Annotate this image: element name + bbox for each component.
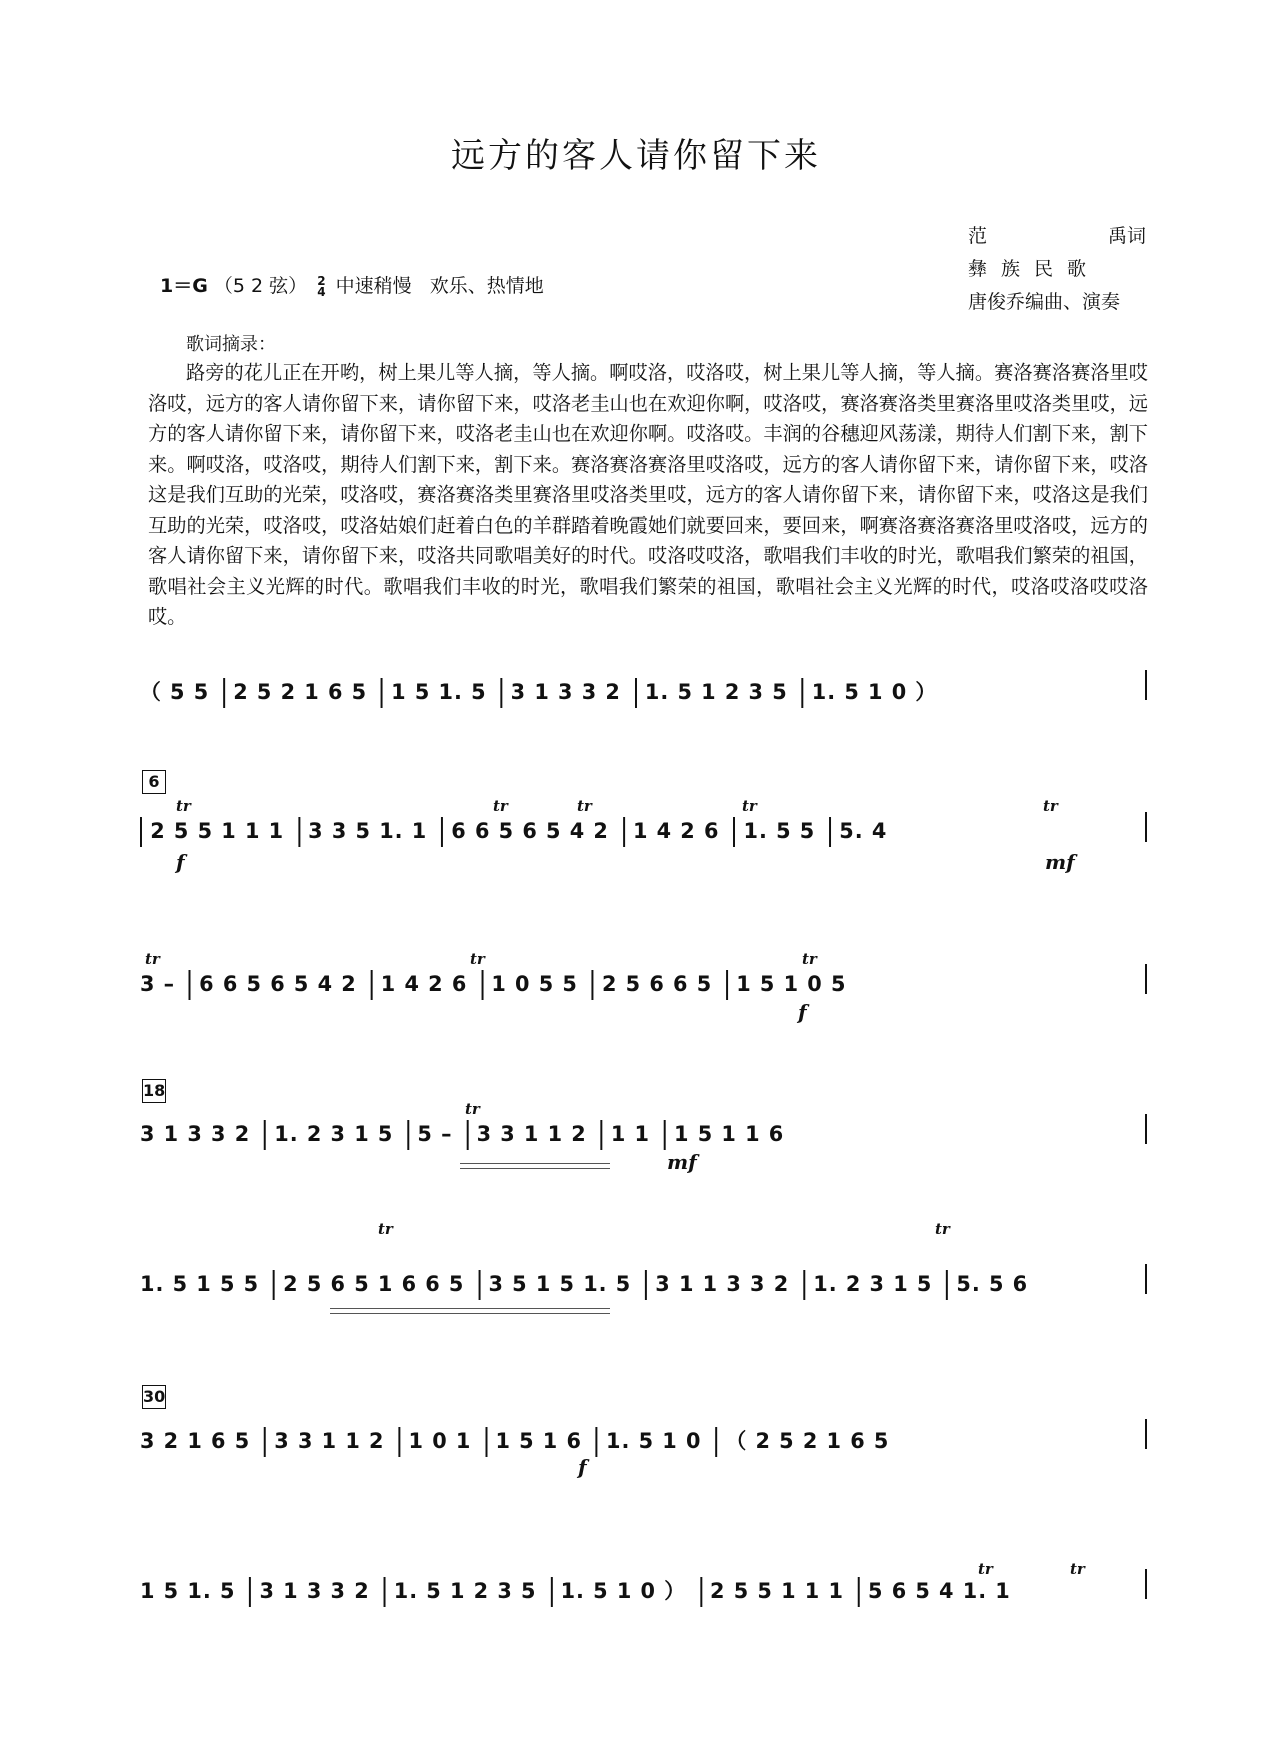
mood-marking: 欢乐、热情地 — [429, 275, 544, 297]
row-end-barline — [1145, 1419, 1147, 1449]
measure: 3 1 3 3 2 — [510, 680, 621, 704]
trill-mark: tr — [935, 1220, 950, 1238]
measure: 3 1 3 3 2 — [140, 1122, 251, 1146]
trill-mark: tr — [465, 1100, 480, 1118]
measure: 1 5 1. 5 — [391, 680, 487, 704]
measure: 5 6 5 4 1. 1 — [868, 1579, 1011, 1603]
measure: 2 5 6 6 5 — [601, 972, 713, 996]
measure: 1 4 2 6 — [632, 819, 720, 843]
rehearsal-mark: 6 — [142, 770, 166, 794]
measure: 1. 5 1 0 — [606, 1429, 702, 1453]
barline — [858, 1577, 860, 1607]
measure: （ 5 5 — [140, 680, 210, 704]
barline — [500, 678, 502, 708]
dynamic-mark: f — [176, 850, 185, 874]
barline — [829, 817, 831, 847]
dynamic-mark: f — [798, 1000, 807, 1024]
measure: 1. 5 1 5 5 — [140, 1272, 260, 1296]
measure: 3 5 1 5 1. 5 — [488, 1272, 632, 1296]
lyricist-suffix: 禹词 — [1107, 225, 1146, 247]
string-tuning: （5 2 弦） — [213, 275, 308, 297]
measure: 1 0 5 5 — [491, 972, 578, 996]
measure: 3 – — [140, 972, 176, 996]
barline — [601, 1120, 603, 1150]
trill-mark: tr — [577, 797, 592, 815]
lyricist-name: 范 — [968, 225, 988, 247]
time-bottom: 4 — [317, 284, 326, 299]
key-label: 1＝G — [160, 275, 208, 297]
measure: 1. 5 1 2 3 5 — [644, 680, 788, 704]
barline — [249, 1577, 251, 1607]
notation-row — [140, 817, 1140, 847]
barline — [189, 970, 191, 1000]
barline — [803, 1270, 805, 1300]
measure: （ 2 5 2 1 6 5 — [725, 1429, 890, 1453]
barline — [700, 1577, 702, 1607]
measure: 6 6 5 6 5 4 2 — [199, 972, 357, 996]
barline — [398, 1427, 400, 1457]
barline — [485, 1427, 487, 1457]
barline — [645, 1270, 647, 1300]
barline — [384, 1577, 386, 1607]
barline — [623, 817, 625, 847]
measure: 1 5 1 6 — [495, 1429, 582, 1453]
barline — [802, 678, 804, 708]
measure: 1. 5 1 0 ） — [560, 1579, 686, 1603]
row-end-barline — [1145, 1569, 1147, 1599]
barline — [478, 1270, 480, 1300]
measure: 1 5 1 0 5 — [736, 972, 847, 996]
barline — [715, 1427, 717, 1457]
barline — [466, 1120, 468, 1150]
row-end-barline — [1145, 670, 1147, 700]
barline — [481, 970, 483, 1000]
repeat-barline — [140, 817, 142, 847]
measure: 1. 5 1 0 ） — [811, 680, 938, 704]
barline — [273, 1270, 275, 1300]
measure: 3 3 1 1 2 — [274, 1429, 385, 1453]
key-signature-line — [160, 271, 544, 298]
measure: 1. 2 3 1 5 — [274, 1122, 394, 1146]
trill-mark: tr — [470, 950, 485, 968]
barline — [550, 1577, 552, 1607]
notation-row — [140, 1575, 1140, 1607]
barline — [264, 1120, 266, 1150]
barline — [264, 1427, 266, 1457]
origin-credit: 彝族民歌 — [968, 258, 1101, 280]
measure: 1 5 1. 5 — [140, 1579, 236, 1603]
notation-row — [140, 970, 1140, 1000]
measure: 1 4 2 6 — [380, 972, 468, 996]
lyrics-heading: 歌词摘录： — [186, 334, 276, 355]
barline — [381, 678, 383, 708]
notation-row — [140, 1270, 1140, 1300]
measure: 5 – — [417, 1122, 453, 1146]
row-end-barline — [1145, 1264, 1147, 1294]
page-title: 远方的客人请你留下来 — [451, 136, 821, 176]
credits — [968, 220, 1146, 319]
tempo-marking: 中速稍慢 — [335, 275, 412, 297]
measure: 1 5 1 1 6 — [674, 1122, 785, 1146]
barline — [596, 1427, 598, 1457]
measure: 2 5 5 1 1 1 — [150, 819, 285, 843]
dynamic-mark: mf — [667, 1150, 697, 1174]
measure: 3 1 1 3 3 2 — [655, 1272, 790, 1296]
barline — [592, 970, 594, 1000]
row-end-barline — [1145, 812, 1147, 842]
measure: 1 0 1 — [408, 1429, 472, 1453]
rehearsal-mark: 18 — [142, 1079, 166, 1103]
lyrics-text: 路旁的花儿正在开哟，树上果儿等人摘，等人摘。啊哎洛，哎洛哎，树上果儿等人摘，等人摘。赛洛赛洛赛洛里哎洛哎，远方的客人请你留下来，请你留下来，哎洛老圭山也在欢迎你啊，哎洛哎，赛洛赛洛类里赛洛里哎洛类里哎，远方的客人请你留下来，请你留下来，哎洛老圭山也在欢迎你啊。哎洛哎。丰润的谷穗迎风荡漾，期待人们割下来，割下来。啊哎洛，哎洛哎，期待人们割下来，割下来。赛洛赛洛赛洛里哎洛哎，远方的客人请你留下来，请你留下来，哎洛这是我们互助的光荣，哎洛哎，赛洛赛洛类里赛洛里哎洛类里哎，远方的客人请你留下来，请你留下来，哎洛这是我们互助的光荣，哎洛哎，哎洛姑娘们赶着白色的羊群踏着晚霞她们就要回来，要回来，啊赛洛赛洛赛洛里哎洛哎，远方的客人请你留下来，请你留下来，哎洛共同歌唱美好的时代。哎洛哎哎洛，歌唱我们丰收的时光，歌唱我们繁荣的祖国，歌唱社会主义光辉的时代。歌唱我们丰收的时光，歌唱我们繁荣的祖国，歌唱社会主义光辉的时代，哎洛哎洛哎哎洛哎。 — [148, 361, 1148, 628]
measure: 2 5 5 1 1 1 — [710, 1579, 844, 1603]
row-end-barline — [1145, 1114, 1147, 1144]
barline — [664, 1120, 666, 1150]
crescendo-hairpin — [330, 1313, 610, 1314]
notation-row — [140, 1425, 1140, 1457]
barline — [223, 678, 225, 708]
measure: 5. 4 — [839, 819, 888, 843]
barline — [441, 817, 443, 847]
barline — [733, 817, 735, 847]
trill-mark: tr — [1043, 797, 1058, 815]
barline — [946, 1270, 948, 1300]
trill-mark: tr — [145, 950, 160, 968]
measure: 3 3 5 1. 1 — [308, 819, 428, 843]
measure: 3 2 1 6 5 — [140, 1429, 251, 1453]
measure: 5. 5 6 — [956, 1272, 1029, 1296]
rehearsal-mark: 30 — [142, 1385, 166, 1409]
measure: 1. 5 1 2 3 5 — [393, 1579, 537, 1603]
crescendo-hairpin — [460, 1168, 610, 1169]
barline — [726, 970, 728, 1000]
crescendo-hairpin — [330, 1308, 610, 1309]
barline — [298, 817, 300, 847]
barline — [407, 1120, 409, 1150]
trill-mark: tr — [802, 950, 817, 968]
trill-mark: tr — [1070, 1560, 1085, 1578]
trill-mark: tr — [978, 1560, 993, 1578]
barline — [371, 970, 373, 1000]
time-top: 2 — [317, 273, 326, 288]
dynamic-mark: f — [578, 1455, 587, 1479]
measure: 3 1 3 3 2 — [259, 1579, 370, 1603]
barline — [635, 678, 637, 708]
dynamic-mark: mf — [1045, 850, 1075, 874]
measure: 1 1 — [610, 1122, 650, 1146]
measure: 1. 2 3 1 5 — [813, 1272, 933, 1296]
notation-row — [140, 676, 1140, 708]
trill-mark: tr — [176, 797, 191, 815]
measure: 1. 5 5 — [743, 819, 816, 843]
time-signature — [317, 273, 326, 299]
measure: 6 6 5 6 5 4 2 — [451, 819, 609, 843]
trill-mark: tr — [493, 797, 508, 815]
arranger-credit: 唐俊乔编曲、演奏 — [968, 291, 1121, 313]
row-end-barline — [1145, 964, 1147, 994]
measure: 2 5 6 5 1 6 6 5 — [283, 1272, 465, 1296]
notation-row — [140, 1120, 1140, 1150]
trill-mark: tr — [742, 797, 757, 815]
measure: 2 5 2 1 6 5 — [233, 680, 368, 704]
trill-mark: tr — [378, 1220, 393, 1238]
crescendo-hairpin — [460, 1163, 610, 1164]
measure: 3 3 1 1 2 — [476, 1122, 587, 1146]
